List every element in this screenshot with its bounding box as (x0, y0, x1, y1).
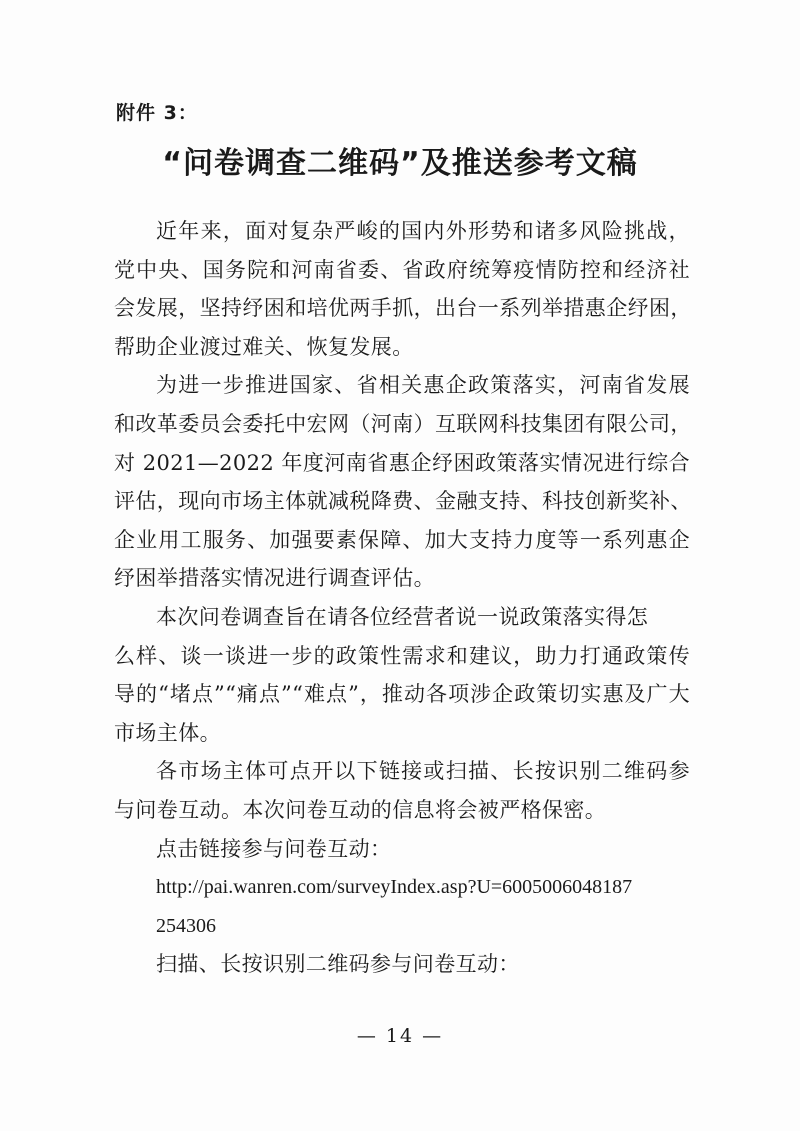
attachment-label: 附件 3： (116, 102, 198, 124)
paragraph (114, 945, 690, 984)
text-line: 纾困举措落实情况进行调查评估。 (114, 566, 435, 591)
text-line: 帮助企业渡过难关、恢复发展。 (114, 334, 414, 359)
paragraph (114, 752, 690, 829)
text-line: 本次问卷调查旨在请各位经营者说一说政策落实得怎 (156, 604, 649, 629)
text-line: 企业用工服务、加强要素保障、加大支持力度等一系列惠企 (114, 527, 690, 552)
paragraph (114, 366, 690, 598)
survey-link[interactable] (114, 868, 690, 945)
text-line: 扫描、长按识别二维码参与问卷互动： (156, 952, 520, 977)
text-line: 会发展，坚持纾困和培优两手抓，出台一系列举措惠企纾困， (114, 296, 692, 321)
survey-url-line[interactable]: http://pai.wanren.com/surveyIndex.asp?U=6005006048187 (156, 876, 633, 899)
text-line: 点击链接参与问卷互动： (156, 836, 392, 861)
text-line: 和改革委员会委托中宏网（河南）互联网科技集团有限公司， (114, 411, 692, 436)
document-title: “问卷调查二维码”及推送参考文稿 (162, 146, 638, 181)
text-line: 近年来，面对复杂严峻的国内外形势和诸多风险挑战， (156, 219, 690, 243)
survey-url-line[interactable]: 254306 (156, 914, 216, 937)
text-line: 党中央、国务院和河南省委、省政府统筹疫情防控和经济社 (114, 257, 690, 282)
document-body (114, 212, 690, 984)
text-line: 么样、谈一谈进一步的政策性需求和建议，助力打通政策传 (114, 643, 690, 668)
text-line: 与问卷互动。本次问卷互动的信息将会被严格保密。 (114, 797, 607, 822)
text-line: 对 2021—2022 年度河南省惠企纾困政策落实情况进行综合 (114, 450, 690, 475)
paragraph (114, 830, 690, 869)
paragraph (114, 212, 690, 366)
text-line: 市场主体。 (114, 720, 221, 745)
text-line: 评估，现向市场主体就减税降费、金融支持、科技创新奖补、 (114, 489, 692, 514)
paragraph (114, 598, 690, 752)
text-line: 为进一步推进国家、省相关惠企政策落实，河南省发展 (156, 373, 690, 398)
text-line: 导的“堵点”“痛点”“难点”，推动各项涉企政策切实惠及广大 (114, 682, 690, 707)
page-number: — 14 — (356, 1025, 444, 1047)
text-line: 各市场主体可点开以下链接或扫描、长按识别二维码参 (156, 759, 690, 784)
